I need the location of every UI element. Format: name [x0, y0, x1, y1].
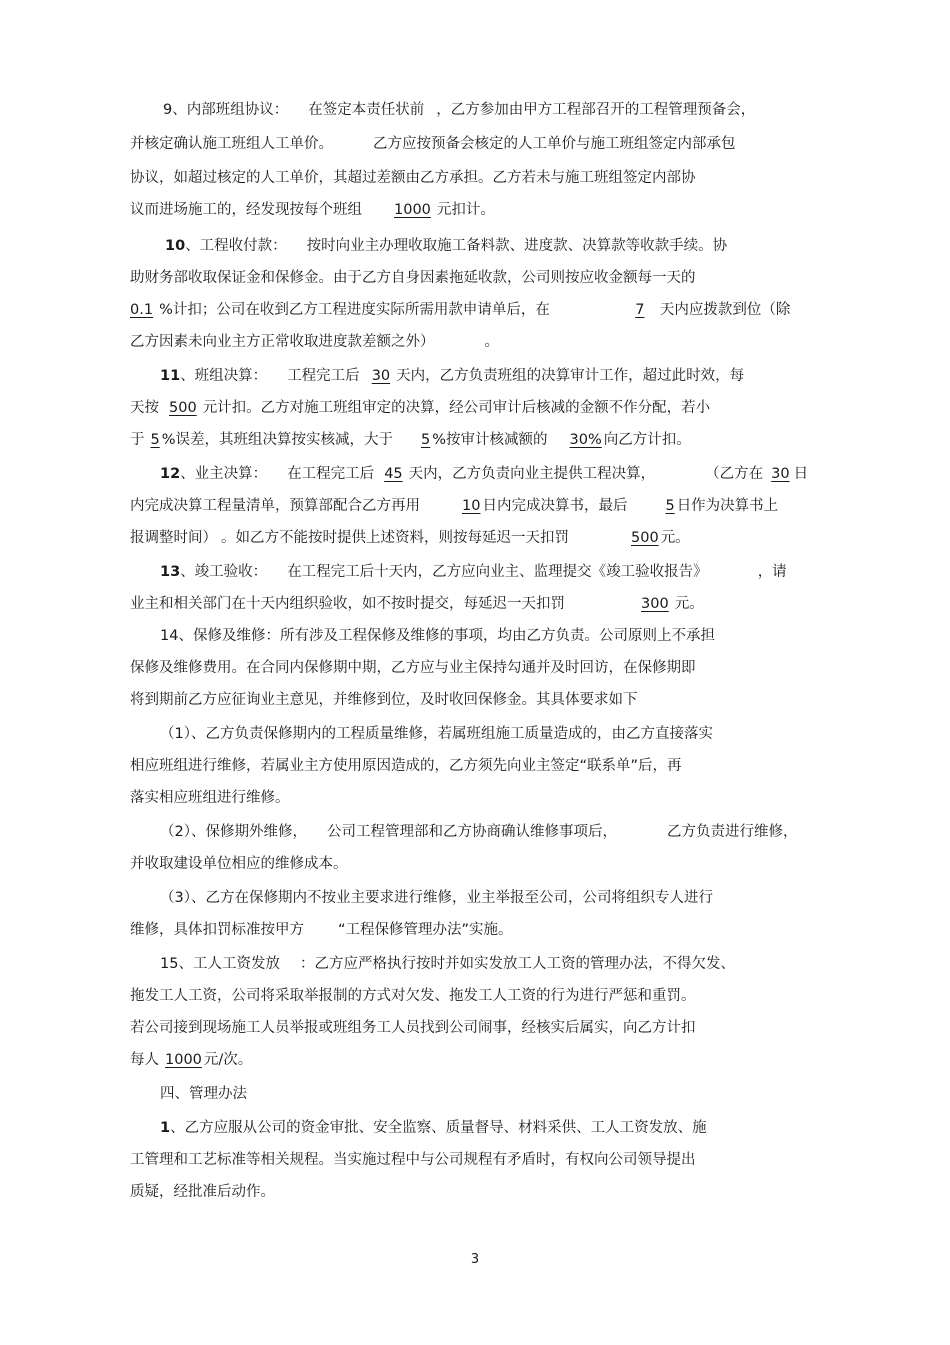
section-4-item-1-line-2: 工管理和工艺标准等相关规程。当实施过程中与公司规程有矛盾时，有权向公司领导提出 — [130, 1152, 696, 1168]
item-14-sub-3-line-2: 维修，具体扣罚标准按甲方 “工程保修管理办法”实施。 — [130, 922, 513, 938]
item-14-sub-2-line-2: 并收取建设单位相应的维修成本。 — [130, 856, 348, 872]
item-15-line-3: 若公司接到现场施工人员举报或班组务工人员找到公司闹事，经核实后属实，向乙方计扣 — [130, 1020, 696, 1036]
item-9-line-2: 并核定确认施工班组人工单价。 乙方应按预备会核定的人工单价与施工班组签定内部承包 — [130, 136, 736, 152]
item-10-line-4: 乙方因素未向业主方正常收取进度款差额之外） 。 — [130, 334, 499, 350]
page-number: 3 — [470, 1252, 480, 1267]
item-11-line-3: 于 5 %误差，其班组决算按实核减，大于 5 %按审计核减额的 30% 向乙方计扣。 — [130, 432, 691, 448]
blank-value: 5 — [665, 498, 675, 514]
blank-value: 500 — [631, 530, 659, 546]
blank-value: 10 — [462, 498, 481, 514]
blank-value: 5 — [150, 432, 160, 448]
blank-value: 1000 — [394, 202, 431, 218]
item-12-line-1: 12、业主决算： 在工程完工后 45 天内，乙方负责向业主提供工程决算， （乙方在 30 日 — [160, 466, 809, 482]
blank-value: 7 — [635, 302, 645, 318]
blank-value: 500 — [169, 400, 197, 416]
item-14-line-3: 将到期前乙方应征询业主意见，并维修到位，及时收回保修金。其具体要求如下 — [130, 692, 638, 708]
item-9-line-4: 议而进场施工的，经发现按每个班组 1000 元扣计。 — [130, 202, 495, 218]
item-13-line-2: 业主和相关部门在十天内组织验收，如不按时提交，每延迟一天扣罚 300 元。 — [130, 596, 704, 612]
section-4-item-1-line-1: 1、乙方应服从公司的资金审批、安全监察、质量督导、材料采供、工人工资发放、施 — [160, 1120, 707, 1136]
item-14-line-2: 保修及维修费用。在合同内保修期中期，乙方应与业主保持勾通并及时回访，在保修期即 — [130, 660, 696, 676]
blank-value: 0.1 — [130, 302, 154, 318]
blank-value: 45 — [384, 466, 403, 482]
item-14-sub-1-line-2: 相应班组进行维修，若属业主方使用原因造成的，乙方须先向业主签定“联系单”后，再 — [130, 758, 682, 774]
item-12-line-2: 内完成决算工程量清单，预算部配合乙方再用 10 日内完成决算书，最后 5 日作为决算书上 — [130, 498, 779, 514]
item-10-line-3: 0.1 %计扣；公司在收到乙方工程进度实际所需用款申请单后，在 7 天内应拨款到位（除 — [130, 302, 791, 318]
item-14-sub-3-line-1: （3）、乙方在保修期内不按业主要求进行维修，业主举报至公司，公司将组织专人进行 — [160, 890, 713, 906]
item-14-sub-1-line-1: （1）、乙方负责保修期内的工程质量维修，若属班组施工质量造成的，由乙方直接落实 — [160, 726, 713, 742]
item-12-line-3: 报调整时间） 。如乙方不能按时提供上述资料，则按每延迟一天扣罚 500 元。 — [130, 530, 690, 546]
blank-value: 1000 — [165, 1052, 202, 1068]
item-10-line-2: 助财务部收取保证金和保修金。由于乙方自身因素拖延收款，公司则按应收金额每一天的 — [130, 270, 696, 286]
blank-value: 30 — [771, 466, 790, 482]
blank-value: 30% — [569, 432, 602, 448]
item-14-sub-1-line-3: 落实相应班组进行维修。 — [130, 790, 290, 806]
section-4-title: 四、管理办法 — [160, 1086, 247, 1102]
item-14-line-1: 14、保修及维修：所有涉及工程保修及维修的事项，均由乙方负责。公司原则上不承担 — [160, 628, 715, 644]
item-9-line-3: 协议，如超过核定的人工单价，其超过差额由乙方承担。乙方若未与施工班组签定内部协 — [130, 170, 696, 186]
blank-value: 5 — [421, 432, 431, 448]
item-9-line-1: 9、内部班组协议： 在签定本责任状前 ，乙方参加由甲方工程部召开的工程管理预备会， — [163, 102, 756, 118]
item-15-line-4: 每人 1000 元/次。 — [130, 1052, 253, 1068]
item-10-line-1: 10、工程收付款： 按时向业主办理收取施工备料款、进度款、决算款等收款手续。协 — [165, 238, 728, 254]
section-4-item-1-line-3: 质疑，经批准后动作。 — [130, 1184, 275, 1200]
blank-value: 300 — [641, 596, 669, 612]
blank-value: 30 — [371, 368, 391, 384]
item-15-line-2: 拖发工人工资，公司将采取举报制的方式对欠发、拖发工人工资的行为进行严惩和重罚。 — [130, 988, 696, 1004]
item-14-sub-2-line-1: （2）、保修期外维修， 公司工程管理部和乙方协商确认维修事项后， 乙方负责进行维修， — [160, 824, 798, 840]
item-11-line-2: 天按 500 元计扣。乙方对施工班组审定的决算，经公司审计后核减的金额不作分配，若小 — [130, 400, 711, 416]
item-11-line-1: 11、班组决算： 工程完工后 30 天内，乙方负责班组的决算审计工作，超过此时效，每 — [160, 368, 745, 384]
item-15-line-1: 15、工人工资发放 ：乙方应严格执行按时并如实发放工人工资的管理办法，不得欠发、 — [160, 956, 735, 972]
item-13-line-1: 13、竣工验收： 在工程完工后十天内，乙方应向业主、监理提交《竣工验收报告》 ，请 — [160, 564, 787, 580]
